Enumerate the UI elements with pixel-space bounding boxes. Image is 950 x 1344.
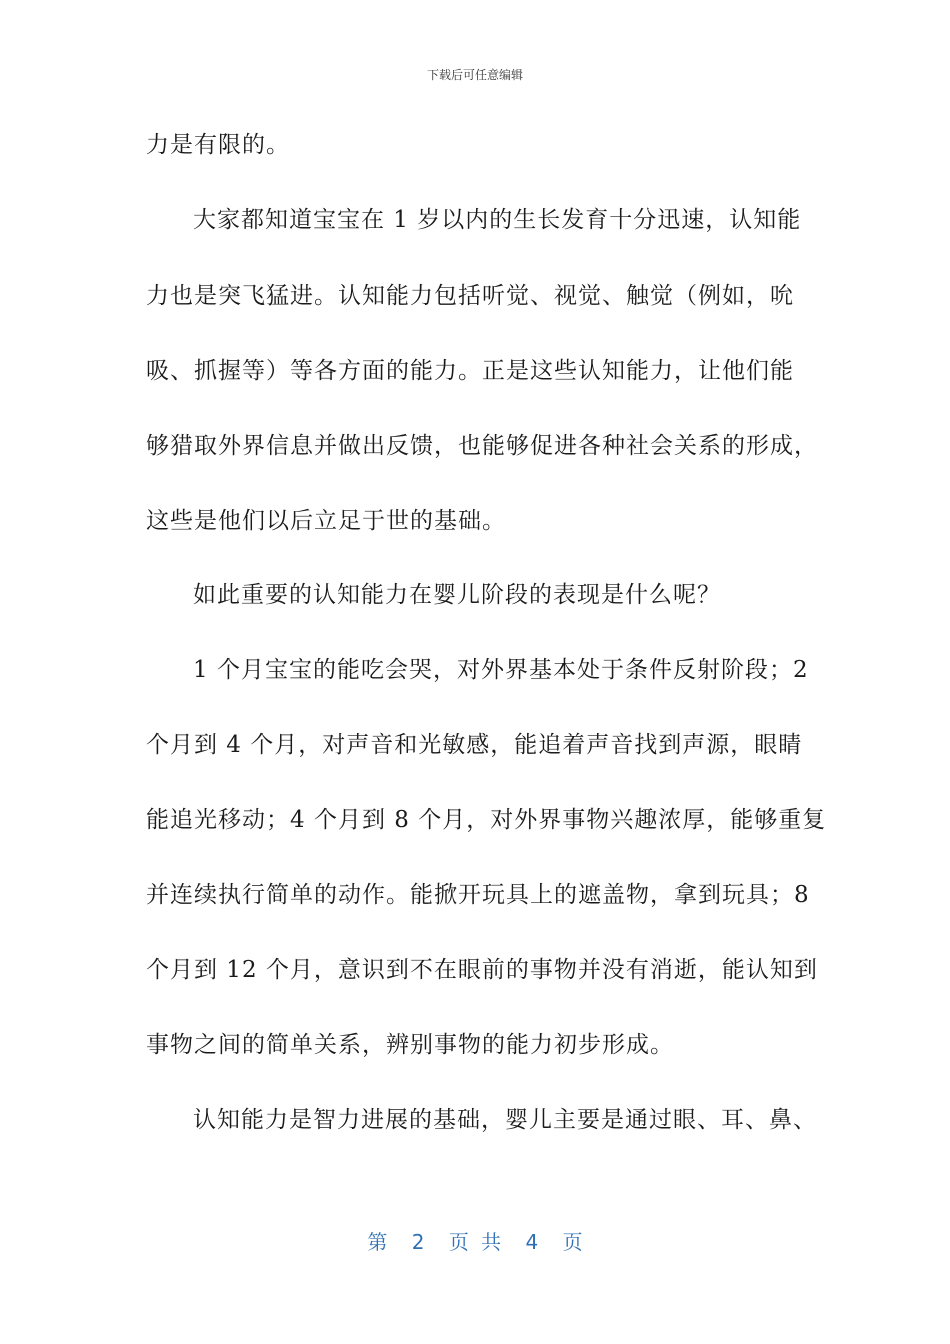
page-label-prefix: 第 xyxy=(367,1230,388,1254)
body-line: 够猎取外界信息并做出反馈，也能够促进各种社会关系的形成， xyxy=(146,433,818,459)
body-line: 1 个月宝宝的能吃会哭，对外界基本处于条件反射阶段；2 xyxy=(193,657,809,683)
body-line: 吸、抓握等）等各方面的能力。正是这些认知能力，让他们能 xyxy=(146,358,794,384)
page-label-middle: 页 共 xyxy=(448,1230,502,1254)
body-line: 这些是他们以后立足于世的基础。 xyxy=(146,508,506,534)
body-line: 并连续执行简单的动作。能掀开玩具上的遮盖物，拿到玩具；8 xyxy=(146,882,810,908)
current-page-number: 2 xyxy=(411,1230,425,1254)
total-pages-number: 4 xyxy=(525,1230,539,1254)
page-header: 下载后可任意编辑 xyxy=(426,68,523,82)
body-line: 认知能力是智力进展的基础，婴儿主要是通过眼、耳、鼻、 xyxy=(193,1107,817,1133)
body-line: 大家都知道宝宝在 1 岁以内的生长发育十分迅速，认知能 xyxy=(193,207,802,233)
body-line: 如此重要的认知能力在婴儿阶段的表现是什么呢？ xyxy=(193,582,721,608)
body-line: 力也是突飞猛进。认知能力包括听觉、视觉、触觉（例如，吮 xyxy=(146,283,794,309)
page-label-suffix: 页 xyxy=(562,1230,583,1254)
body-line: 个月到 4 个月，对声音和光敏感，能追着声音找到声源，眼睛 xyxy=(146,732,803,758)
body-line: 能追光移动；4 个月到 8 个月，对外界事物兴趣浓厚，能够重复 xyxy=(146,807,827,833)
body-line: 个月到 12 个月，意识到不在眼前的事物并没有消逝，能认知到 xyxy=(146,957,818,983)
body-line: 力是有限的。 xyxy=(146,132,290,158)
body-line: 事物之间的简单关系，辨别事物的能力初步形成。 xyxy=(146,1032,674,1058)
page-footer xyxy=(0,1226,950,1255)
